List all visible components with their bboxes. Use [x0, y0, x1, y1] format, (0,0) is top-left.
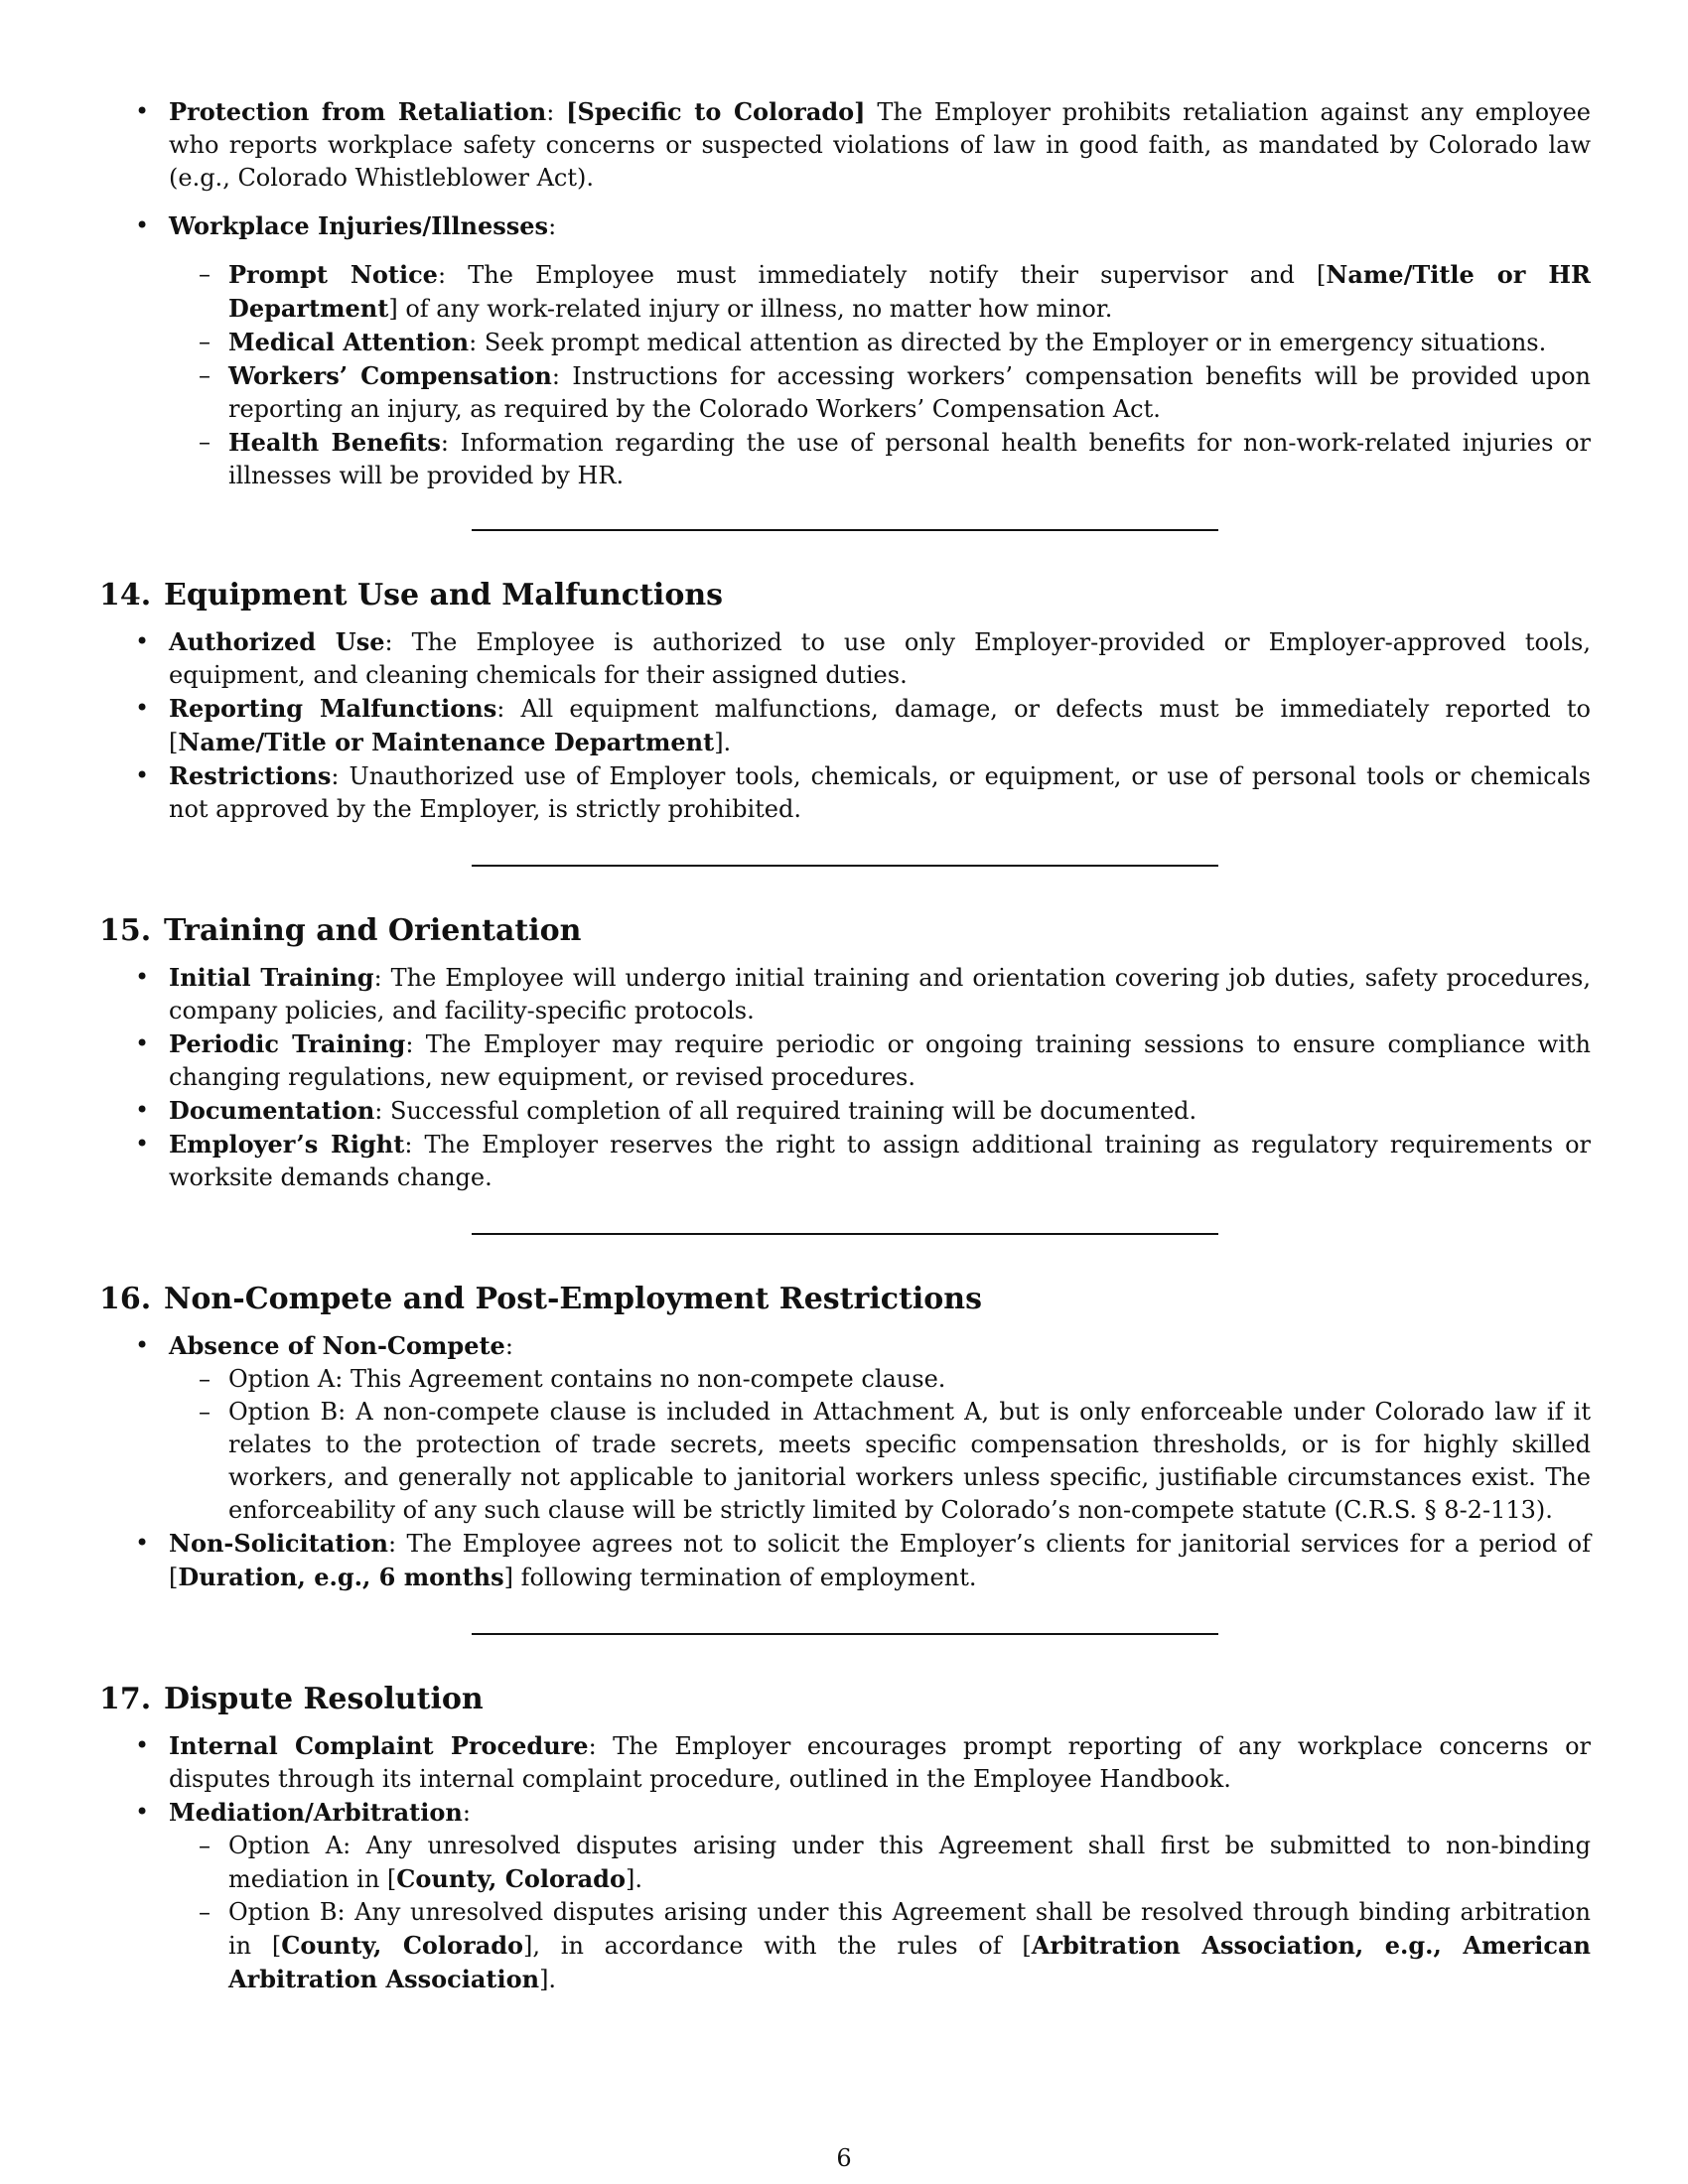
injuries-sublist	[169, 258, 1591, 492]
list-item-periodic-training: • Periodic Training: The Employer may require periodic or ongoing training sessions to ensure compliance with changing regulations, new equipment, or revised procedures.	[99, 1027, 1591, 1094]
dispute-options	[169, 1830, 1591, 1996]
list-item-internal-complaint: • Internal Complaint Procedure: The Employer encourages prompt reporting of any workplace concerns or disputes through its internal complaint procedure, outlined in the Employee Handbook.	[99, 1729, 1591, 1796]
item-text: The Employer prohibits retaliation against any employee who reports workplace safety concerns or suspected violations of law in good faith, as mandated by Colorado law (e.g., Colorado Whistleblower Act).	[169, 98, 1591, 192]
option-a: – Option A: This Agreement contains no non-compete clause.	[169, 1363, 1591, 1396]
section-17-list	[99, 1729, 1591, 1996]
item-label: Protection from Retaliation	[169, 97, 547, 126]
sublist-item-workers-compensation: – Workers’ Compensation: Instructions for accessing workers’ compensation benefits will be provided upon reporting an injury, as required by the Colorado Workers’ Compensation Act.	[169, 359, 1591, 426]
section-heading-15: 15. Training and Orientation	[99, 913, 582, 948]
sublist-item-medical-attention: – Medical Attention: Seek prompt medical attention as directed by the Employer or in emergency situations.	[169, 326, 1591, 359]
section-heading-14: 14. Equipment Use and Malfunctions	[99, 578, 724, 613]
option-b: – Option B: Any unresolved disputes arising under this Agreement shall be resolved through binding arbitration in [County, Colorado], in accordance with the rules of [Arbitration Association, e.g., American Arbitration Association].	[169, 1896, 1591, 1996]
section-divider	[472, 865, 1218, 867]
section-divider	[472, 1233, 1218, 1235]
option-a: – Option A: Any unresolved disputes arising under this Agreement shall first be submitted to non-binding mediation in [County, Colorado].	[169, 1830, 1591, 1896]
sublist-item-health-benefits: – Health Benefits: Information regarding the use of personal health benefits for non-work-related injuries or illnesses will be provided by HR.	[169, 426, 1591, 492]
document-page	[99, 95, 1591, 1996]
section-divider	[472, 1633, 1218, 1635]
list-item-restrictions: • Restrictions: Unauthorized use of Employer tools, chemicals, or equipment, or use of personal tools or chemicals not approved by the Employer, is strictly prohibited.	[99, 759, 1591, 826]
section-16-list	[99, 1329, 1591, 1594]
section-15-list	[99, 961, 1591, 1194]
section-divider	[472, 529, 1218, 531]
list-item-absence-of-non-compete: • Absence of Non-Compete: – Option A: This Agreement contains no non-compete clause. – Option B: A non-compete clause is included in Attachment A, but is only enforceable under Colorado law if it relates to the protection of trade secrets, meets specific compensation thresholds, or is for highly skilled workers, and generally not applicable to janitorial workers unless specific, justifiable circumstances exist. The enforceability of any such clause will be strictly limited by Colorado’s non-compete statute (C.R.S. § 8-2-113).	[99, 1329, 1591, 1527]
list-item-documentation: • Documentation: Successful completion of all required training will be documented.	[99, 1094, 1591, 1128]
non-compete-options	[169, 1363, 1591, 1527]
list-item-retaliation: • Protection from Retaliation: [Specific to Colorado] The Employer prohibits retaliation against any employee who reports workplace safety concerns or suspected violations of law in good faith, as mandated by Colorado law (e.g., Colorado Whistleblower Act).	[99, 95, 1591, 195]
sublist-item-prompt-notice: – Prompt Notice: The Employee must immediately notify their supervisor and [Name/Title or HR Department] of any work-related injury or illness, no matter how minor.	[169, 258, 1591, 326]
safety-continuation-list	[99, 95, 1591, 492]
list-item-employers-right: • Employer’s Right: The Employer reserves the right to assign additional training as regulatory requirements or worksite demands change.	[99, 1128, 1591, 1194]
list-item-authorized-use: • Authorized Use: The Employee is authorized to use only Employer-provided or Employer-approved tools, equipment, and cleaning chemicals for their assigned duties.	[99, 625, 1591, 692]
section-14-list	[99, 625, 1591, 826]
section-heading-16: 16. Non-Compete and Post-Employment Restrictions	[99, 1282, 982, 1316]
list-item-initial-training: • Initial Training: The Employee will undergo initial training and orientation covering job duties, safety procedures, company policies, and facility-specific protocols.	[99, 961, 1591, 1027]
section-heading-17: 17. Dispute Resolution	[99, 1682, 484, 1716]
item-label: Workplace Injuries/Illnesses	[169, 211, 549, 240]
option-b: – Option B: A non-compete clause is included in Attachment A, but is only enforceable under Colorado law if it relates to the protection of trade secrets, meets specific compensation thresholds, or is for highly skilled workers, and generally not applicable to janitorial workers unless specific, justifiable circumstances exist. The enforceability of any such clause will be strictly limited by Colorado’s non-compete statute (C.R.S. § 8-2-113).	[169, 1396, 1591, 1527]
list-item-mediation-arbitration: • Mediation/Arbitration: – Option A: Any unresolved disputes arising under this Agreement shall first be submitted to non-binding mediation in [County, Colorado]. – Option B: Any unresolved disputes arising under this Agreement shall be resolved through binding arbitration in [County, Colorado], in accordance with the rules of [Arbitration Association, e.g., American Arbitration Association].	[99, 1796, 1591, 1996]
list-item-non-solicitation: • Non-Solicitation: The Employee agrees not to solicit the Employer’s clients for janitorial services for a period of [Duration, e.g., 6 months] following termination of employment.	[99, 1527, 1591, 1594]
jurisdiction-tag: [Specific to Colorado]	[566, 97, 866, 126]
page-number: 6	[836, 2144, 852, 2172]
list-item-reporting-malfunctions: • Reporting Malfunctions: All equipment malfunctions, damage, or defects must be immediately reported to [Name/Title or Maintenance Department].	[99, 692, 1591, 759]
list-item-injuries: • Workplace Injuries/Illnesses: – Prompt Notice: The Employee must immediately notify their supervisor and [Name/Title or HR Department] of any work-related injury or illness, no matter how minor. – Medical Attention: Seek prompt medical attention as directed by the Employer or in emergency situations. – Workers’ Compensation: Instructions for accessing workers’ compensation benefits will be provided upon reporting an injury, as required by the Colorado Workers’ Compensation Act. – Health Benefits: Information regarding the use of personal health benefits for non-work-related injuries or illnesses will be provided by HR.	[99, 209, 1591, 492]
